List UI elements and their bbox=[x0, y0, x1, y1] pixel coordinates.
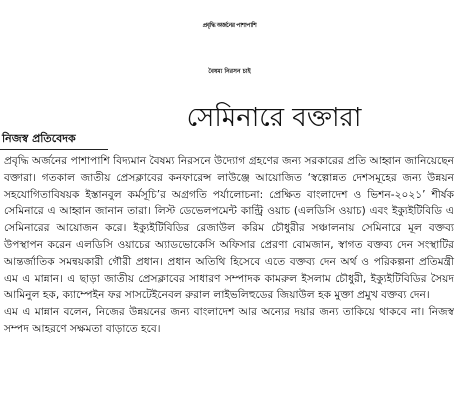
article-body bbox=[4, 153, 454, 338]
byline: নিজস্ব প্রতিবেদক bbox=[2, 132, 76, 145]
article-paragraph-2: এম এ মান্নান বলেন, নিজের উন্নয়নের জন্য বাংলাদেশ আর অন্যের দয়ার জন্য তাকিয়ে থাকবে না। নিজস্ব সম্পদ আহরণে সক্ষমতা বাড়াতে হবে। bbox=[4, 306, 454, 335]
subheadline: সেমিনারে বক্তারা bbox=[186, 103, 362, 133]
article-paragraph-1: প্রবৃদ্ধি অর্জনের পাশাপাশি বিদ্যমান বৈষম্য নিরসনে উদ্যোগ গ্রহণের জন্য সরকারের প্রতি আহ্বান জানিয়েছেন বক্তারা। গতকাল জাতীয় প্রেসক্লাবের কনফারেন্স লাউঞ্জে আয়োজিত ‘স্বল্পোন্নত দেশসমূহের জন্য উন্নয়ন সহযোগিতাবিষয়ক ইস্তানবুল কর্মসূচি’র অগ্রগতি পর্যালোচনা: প্রেক্ষিত বাংলাদেশ ও ভিশন-২০২১’ শীর্ষক সেমিনারে এ আহ্বান জানান তারা। লিস্ট ডেভেলপমেন্ট কান্ট্রি ওয়াচ (এলডিসি ওয়াচ) এবং ইক্যুইটিবিডি এ সেমিনারের আয়োজন করে। ইক্যুইটিবিডির রেজাউল করিম চৌধুরীর সঞ্চালনায় সেমিনারে মূল বক্তব্য উপস্থাপন করেন এলডিসি ওয়াচের অ্যাডভোকেসি অফিসার প্রেরণা বোমজান, স্বাগত বক্তব্য দেন সংস্থাটির আন্তর্জাতিক সমন্বয়কারী গৌরী প্রধান। প্রধান অতিথি হিসেবে এতে বক্তব্য দেন অর্থ ও পরিকল্পনা প্রতিমন্ত্রী এম এ মান্নান। এ ছাড়া জাতীয় প্রেসক্লাবের সাধারণ সম্পাদক কামরুল ইসলাম চৌধুরী, ইক্যুইটিবিডির সৈয়দ আমিনুল হক, ক্যাম্পেইন ফর সাসটেইনেবল রুরাল লাইভলিহুডের জিয়াউল হক মুক্তা প্রমুখ বক্তব্য দেন। bbox=[4, 155, 454, 302]
byline-underline bbox=[0, 149, 108, 150]
headline-line-2: বৈষম্য নিরসন চাই bbox=[208, 68, 251, 75]
headline-line-1: প্রবৃদ্ধি অর্জনের পাশাপাশি bbox=[202, 22, 257, 29]
